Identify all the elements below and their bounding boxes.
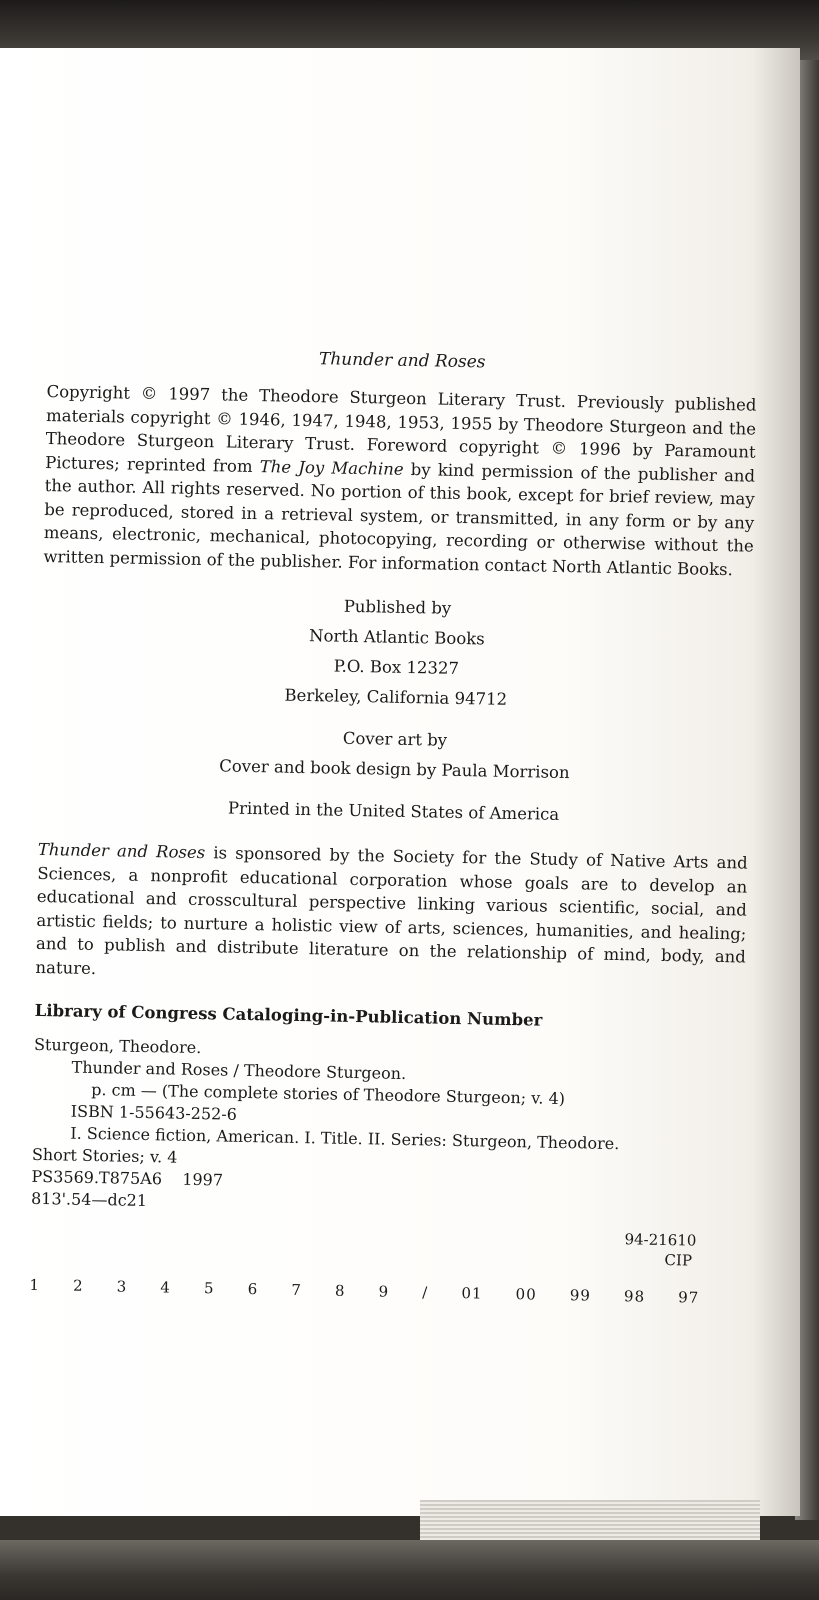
- cip-series: p. cm — (The complete stories of Theodore Sturgeon; v. 4): [91, 1079, 566, 1109]
- print-year: 97: [678, 1288, 700, 1307]
- cip-isbn: ISBN 1-55643-252-6: [70, 1101, 238, 1124]
- design-credit: Cover and book design by Paula Morrison: [219, 756, 570, 783]
- published-by: Published by: [343, 596, 452, 618]
- print-number: 2: [72, 1276, 84, 1295]
- publisher-po-box: P.O. Box 12327: [333, 656, 460, 678]
- cip-dewey: 813'.54—dc21: [30, 1188, 148, 1211]
- copyright-page: [0, 48, 800, 1516]
- print-year: 01: [461, 1284, 483, 1303]
- cover-art-credit: Cover art by: [342, 728, 448, 750]
- print-number: 1: [29, 1275, 41, 1295]
- print-number: 8: [334, 1281, 346, 1300]
- publisher-block: [41, 586, 753, 720]
- cip-label: CIP: [664, 1251, 693, 1270]
- print-number: 7: [291, 1280, 303, 1300]
- print-number: 4: [160, 1278, 172, 1297]
- print-year: 98: [623, 1287, 646, 1306]
- cip-heading: Library of Congress Cataloging-in-Publication Number: [34, 1000, 543, 1030]
- sponsor-italic-title: Thunder and Roses: [37, 839, 206, 863]
- print-separator: /: [422, 1283, 429, 1302]
- cip-title: Thunder and Roses / Theodore Sturgeon.: [71, 1057, 407, 1084]
- printed-in: Printed in the United States of America: [227, 798, 560, 824]
- book-title: Thunder and Roses: [318, 349, 486, 373]
- print-number: 5: [203, 1279, 215, 1298]
- print-number: 6: [247, 1280, 259, 1299]
- publisher-city: Berkeley, California 94712: [284, 685, 508, 709]
- cip-lc-number: PS3569.T875A6 1997: [31, 1166, 224, 1190]
- print-number: 9: [378, 1282, 390, 1301]
- print-number: 3: [116, 1277, 128, 1296]
- cip-record-number: 94-21610: [624, 1230, 697, 1250]
- copyright-paragraph: [43, 380, 756, 582]
- text-block: [29, 318, 758, 1307]
- sponsor-text: is sponsored by the Society for the Study of Native Arts and Sciences, a nonprofit educational corporation whose goals are to develop an educational and crosscultural perspective linking various scientific, social, and artistic fields; to nurture a holistic view of arts, sciences, humanities, and healing; and to publish and distribute literature on the relationship of mind, body, and nature.: [35, 843, 748, 978]
- sponsor-paragraph: [35, 838, 748, 993]
- print-year: 00: [515, 1285, 537, 1304]
- copyright-text-2: by kind permission of the publisher and the author. All rights reserved. No portion of this book, except for brief review, may be reproduced, stored in a retrieval system, or transmitted, in any form or by any means, electronic, mechanical, photocopying, recording or otherwise without the written permission of the publisher. For information contact North Atlantic Books.: [43, 459, 756, 579]
- copyright-text-1: Copyright © 1997 the Theodore Sturgeon Literary Trust. Previously published materials copyright © 1946, 1947, 1948, 1953, 1955 by Theodore Sturgeon and the Theodore Sturgeon Literary Trust. Foreword copyright © 1996 by Paramount Pictures; reprinted from: [45, 381, 757, 476]
- credits-block: [38, 718, 750, 834]
- cip-record: [30, 1034, 744, 1272]
- copyright-italic-title: The Joy Machine: [259, 456, 404, 479]
- cip-subjects: I. Science fiction, American. I. Title. II. Series: Sturgeon, Theodore.: [70, 1123, 620, 1154]
- cip-subjects-cont: Short Stories; v. 4: [31, 1144, 178, 1167]
- printing-line: [29, 1276, 739, 1308]
- cip-author: Sturgeon, Theodore.: [33, 1034, 202, 1058]
- publisher-name: North Atlantic Books: [308, 626, 485, 649]
- print-year: 99: [569, 1286, 592, 1305]
- scan-background-bottom: [0, 1540, 819, 1600]
